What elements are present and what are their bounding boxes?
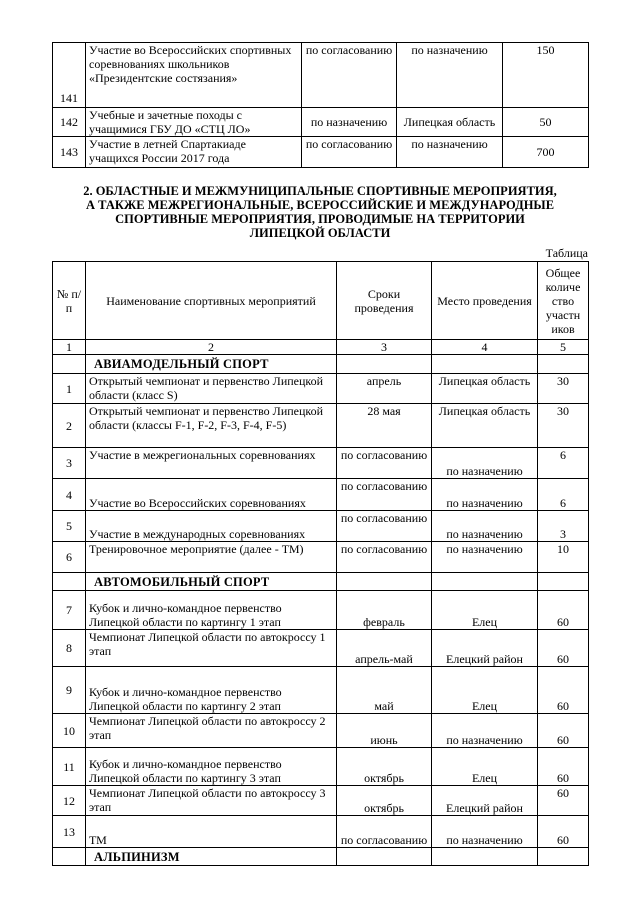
row-number: 12 <box>53 786 86 816</box>
header-name: Наименование спортивных мероприятий <box>86 262 337 340</box>
event-term: по согласованию <box>337 479 432 511</box>
event-term: по согласованию <box>337 816 432 848</box>
participant-count: 10 <box>538 542 589 573</box>
table-row <box>53 667 589 714</box>
table-row <box>53 448 589 479</box>
participant-count: 60 <box>538 630 589 667</box>
section-title: АЛЬПИНИЗМ <box>86 848 337 866</box>
event-name: Тренировочное мероприятие (далее - ТМ) <box>86 542 337 573</box>
row-number: 6 <box>53 542 86 573</box>
table-row <box>53 511 589 542</box>
row-number: 13 <box>53 816 86 848</box>
row-number: 8 <box>53 630 86 667</box>
table-row <box>53 591 589 630</box>
event-place: по назначению <box>397 137 503 168</box>
participant-count: 50 <box>503 108 589 137</box>
event-name: Чемпионат Липецкой области по автокроссу 3 этап <box>86 786 337 816</box>
continued-table <box>52 42 589 168</box>
table-row <box>53 714 589 748</box>
heading-line: 2. ОБЛАСТНЫЕ И МЕЖМУНИЦИПАЛЬНЫЕ СПОРТИВНЫЕ МЕРОПРИЯТИЯ, <box>83 184 557 198</box>
row-number: 1 <box>53 374 86 404</box>
table-header-row <box>53 262 589 340</box>
event-place: Елецкий район <box>432 630 538 667</box>
participant-count: 3 <box>538 511 589 542</box>
event-place: по назначению <box>432 448 538 479</box>
table-row <box>53 786 589 816</box>
participant-count: 60 <box>538 748 589 786</box>
col-number: 4 <box>432 340 538 355</box>
event-term: апрель <box>337 374 432 404</box>
col-number: 5 <box>538 340 589 355</box>
row-number: 4 <box>53 479 86 511</box>
event-term: октябрь <box>337 786 432 816</box>
table-row <box>53 748 589 786</box>
event-term: по назначению <box>302 108 397 137</box>
event-name: Чемпионат Липецкой области по автокроссу 1 этап <box>86 630 337 667</box>
row-number: 7 <box>53 591 86 630</box>
participant-count: 60 <box>538 667 589 714</box>
col-number: 2 <box>86 340 337 355</box>
row-number: 143 <box>53 137 86 168</box>
participant-count: 700 <box>503 137 589 168</box>
row-number: 142 <box>53 108 86 137</box>
section-row <box>53 573 589 591</box>
heading-line: СПОРТИВНЫЕ МЕРОПРИЯТИЯ, ПРОВОДИМЫЕ НА ТЕРРИТОРИИ <box>115 212 525 226</box>
event-place: по назначению <box>432 714 538 748</box>
event-name: Открытый чемпионат и первенство Липецкой области (классы F-1, F-2, F-3, F-4, F-5) <box>86 404 337 448</box>
header-term: Сроки проведения <box>337 262 432 340</box>
row-number: 5 <box>53 511 86 542</box>
header-place: Место проведения <box>432 262 538 340</box>
event-place: Елец <box>432 748 538 786</box>
event-name: Участие во Всероссийских соревнованиях <box>86 479 337 511</box>
heading-line: ЛИПЕЦКОЙ ОБЛАСТИ <box>249 226 391 240</box>
event-term: по согласованию <box>337 448 432 479</box>
table-row <box>53 816 589 848</box>
row-number: 2 <box>53 404 86 448</box>
section-heading <box>40 184 600 240</box>
event-name: Учебные и зачетные походы с учащимися ГБУ ДО «СТЦ ЛО» <box>86 108 302 137</box>
event-place: Елец <box>432 591 538 630</box>
section-title: АВТОМОБИЛЬНЫЙ СПОРТ <box>86 573 337 591</box>
event-term: октябрь <box>337 748 432 786</box>
event-name: Участие в летней Спартакиаде учащихся России 2017 года <box>86 137 302 168</box>
table-row <box>53 479 589 511</box>
row-number: 10 <box>53 714 86 748</box>
event-name: Чемпионат Липецкой области по автокроссу 2 этап <box>86 714 337 748</box>
event-place: по назначению <box>432 511 538 542</box>
event-name: Кубок и лично-командное первенство Липецкой области по картингу 3 этап <box>86 748 337 786</box>
event-term: февраль <box>337 591 432 630</box>
participant-count: 150 <box>503 43 589 108</box>
row-number: 3 <box>53 448 86 479</box>
participant-count: 30 <box>538 404 589 448</box>
table-row <box>53 108 589 137</box>
events-table <box>52 261 589 866</box>
participant-count: 60 <box>538 816 589 848</box>
section-row <box>53 848 589 866</box>
event-name: Кубок и лично-командное первенство Липецкой области по картингу 2 этап <box>86 667 337 714</box>
heading-line: А ТАКЖЕ МЕЖРЕГИОНАЛЬНЫЕ, ВСЕРОССИЙСКИЕ И МЕЖДУНАРОДНЫЕ <box>85 198 555 212</box>
row-number: 141 <box>53 43 86 108</box>
event-place: по назначению <box>432 542 538 573</box>
header-num: № п/п <box>53 262 86 340</box>
event-term: 28 мая <box>337 404 432 448</box>
participant-count: 60 <box>538 591 589 630</box>
table-row <box>53 404 589 448</box>
event-place: Липецкая область <box>432 374 538 404</box>
col-number: 1 <box>53 340 86 355</box>
event-term: июнь <box>337 714 432 748</box>
table-row <box>53 630 589 667</box>
table-row <box>53 43 589 108</box>
participant-count: 60 <box>538 786 589 816</box>
event-term: по согласованию <box>302 43 397 108</box>
table-label: Таблица <box>545 246 588 260</box>
row-number: 11 <box>53 748 86 786</box>
event-term: май <box>337 667 432 714</box>
header-count: Общее количе ство участн иков <box>538 262 589 340</box>
row-number: 9 <box>53 667 86 714</box>
event-name: Открытый чемпионат и первенство Липецкой области (класс S) <box>86 374 337 404</box>
event-term: по согласованию <box>337 542 432 573</box>
participant-count: 30 <box>538 374 589 404</box>
event-name: Кубок и лично-командное первенство Липецкой области по картингу 1 этап <box>86 591 337 630</box>
event-term: по согласованию <box>337 511 432 542</box>
event-place: Липецкая область <box>432 404 538 448</box>
section-row <box>53 355 589 374</box>
event-name: Участие в международных соревнованиях <box>86 511 337 542</box>
table-row <box>53 542 589 573</box>
participant-count: 6 <box>538 448 589 479</box>
event-term: по согласованию <box>302 137 397 168</box>
table-row <box>53 137 589 168</box>
table-row <box>53 374 589 404</box>
event-place: Липецкая область <box>397 108 503 137</box>
event-place: по назначению <box>432 479 538 511</box>
event-term: апрель-май <box>337 630 432 667</box>
col-number: 3 <box>337 340 432 355</box>
participant-count: 6 <box>538 479 589 511</box>
participant-count: 60 <box>538 714 589 748</box>
column-number-row <box>53 340 589 355</box>
event-name: ТМ <box>86 816 337 848</box>
section-title: АВИАМОДЕЛЬНЫЙ СПОРТ <box>86 355 337 374</box>
event-place: Елец <box>432 667 538 714</box>
event-place: по назначению <box>432 816 538 848</box>
event-place: по назначению <box>397 43 503 108</box>
event-name: Участие в межрегиональных соревнованиях <box>86 448 337 479</box>
event-name: Участие во Всероссийских спортивных соревнованиях школьников «Президентские состязания» <box>86 43 302 108</box>
event-place: Елецкий район <box>432 786 538 816</box>
